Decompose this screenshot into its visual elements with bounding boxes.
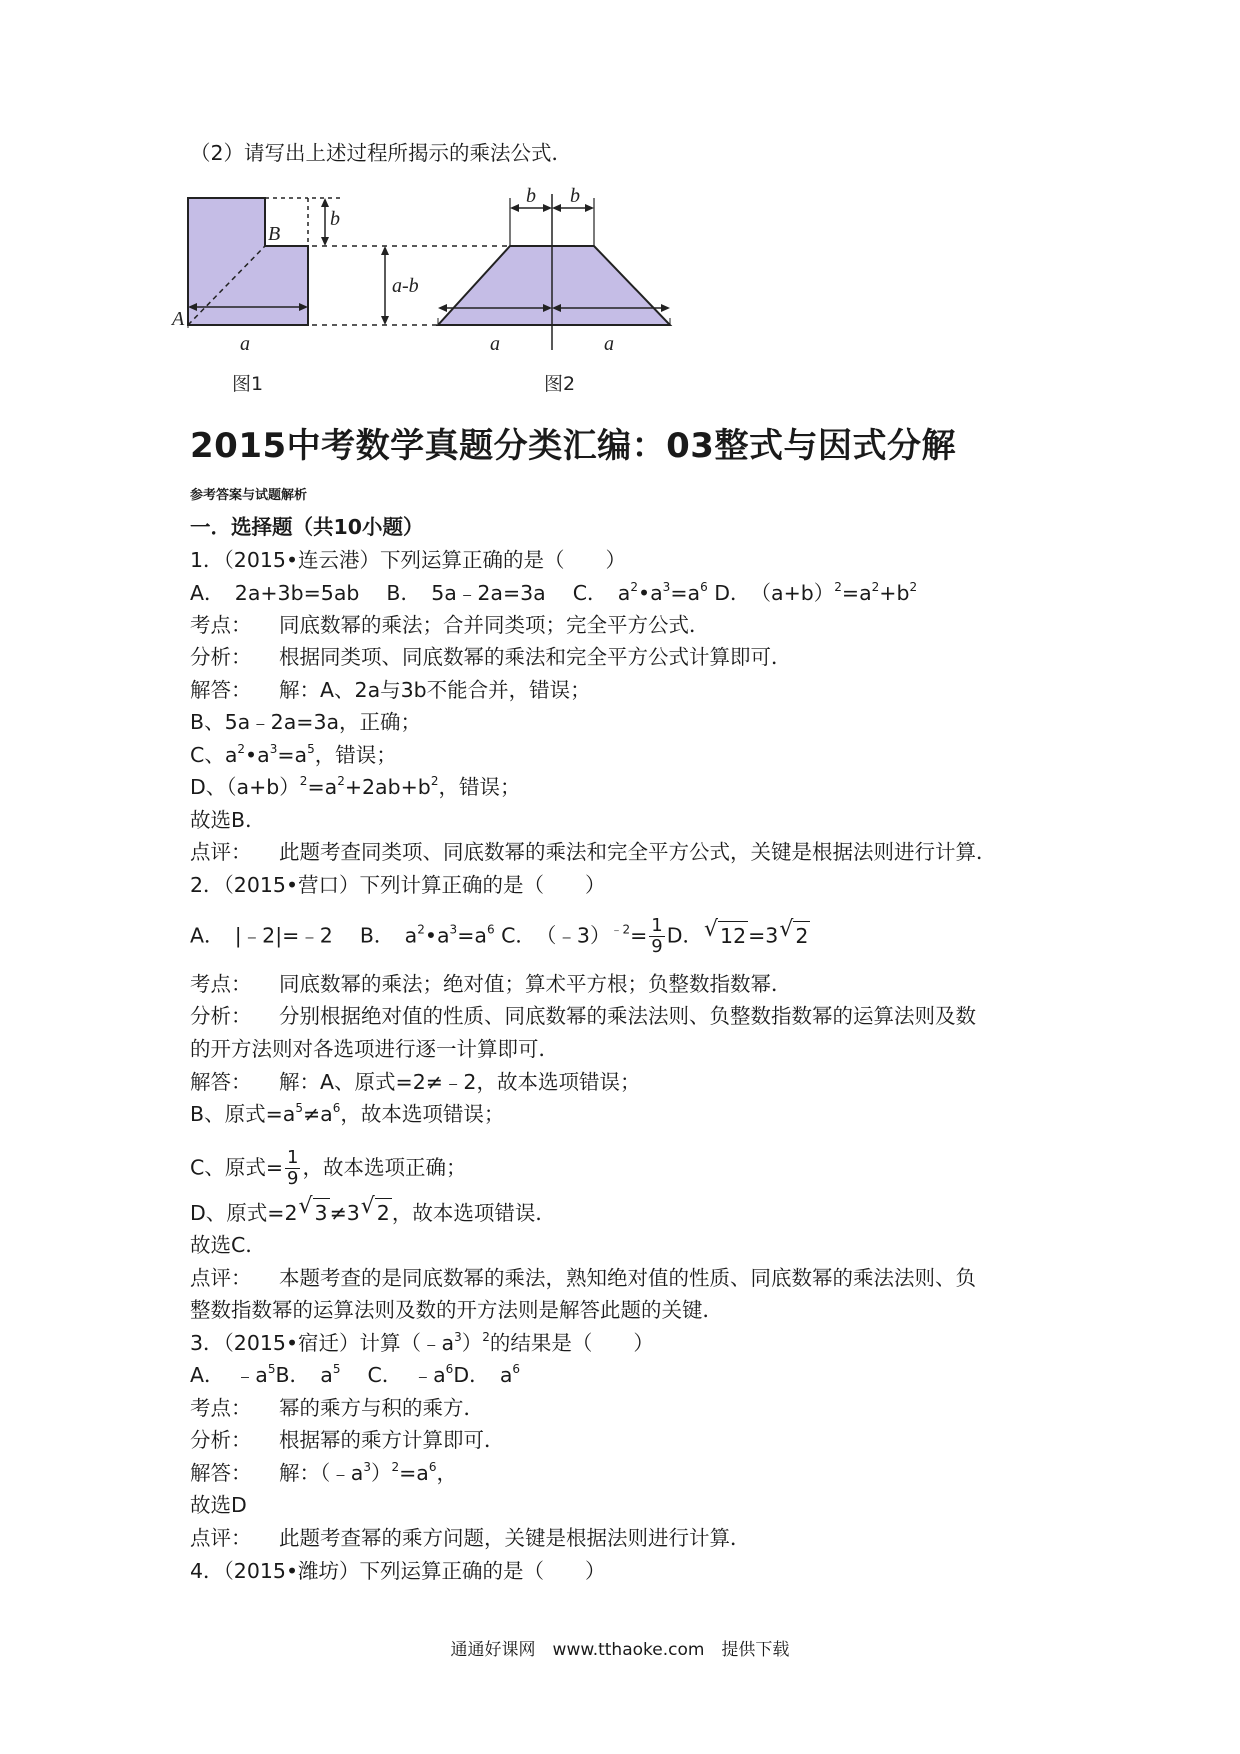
q2-kaodian: 考点： 同底数幂的乘法；绝对值；算术平方根；负整数指数幂． [190,972,792,996]
q2-dianping-2: 整数指数幂的运算法则及数的开方法则是解答此题的关键． [190,1298,723,1322]
label-a-fig1: a [240,333,250,355]
q1-kaodian: 考点： 同底数幂的乘法；合并同类项；完全平方公式． [190,613,710,637]
q2-line-d: D、原式=2√ 3≠3√ 2，故本选项错误． [190,1198,556,1227]
footer: 通通好课网 www.tthaoke.com 提供下载 [450,1640,790,1660]
label-a-right: a [604,333,614,355]
fig2-trapezoid [438,246,670,325]
label-A: A [172,308,185,330]
q1-line-c: C、$a^2•a^3=a^5$，错误； [190,742,397,767]
q1-jieda: 解答： 解：A、2a与3b不能合并，错误； [190,678,591,702]
fig2-caption: 图2 [544,373,576,395]
q1-fenxi: 分析： 根据同类项、同底数幂的乘法和完全平方公式计算即可． [190,645,792,669]
q2-fenxi-2: 的开方法则对各选项进行逐一计算即可． [190,1037,559,1061]
q2-line-c: C、原式= $\frac{1}{9}$ ，故本选项正确； [190,1147,467,1189]
q3-dianping: 点评： 此题考查幂的乘方问题，关键是根据法则进行计算． [190,1526,751,1550]
q1-conclusion: 故选B． [190,808,266,832]
q2-options: A． |﹣2|=﹣2 B． $a^2•a^3=a^6$ C． （﹣3）$^{﹣2}$= $\frac{1}{9}$ D．√ 12=3√ 2 [190,916,810,957]
q2-jieda: 解答： 解：A、原式=2≠﹣2，故本选项错误； [190,1070,641,1094]
q3-stem: 3．（2015•宿迁）计算$(﹣a^3)^2$的结果是（ ） [190,1330,654,1355]
q3-jieda: 解答： 解：$(﹣a^3)^2=a^6$， [190,1460,457,1485]
fig1-shaded-region [188,198,308,325]
q2-stem: 2．（2015•营口）下列计算正确的是（ ） [190,873,606,897]
fig1-caption: 图1 [232,373,264,395]
label-b-left: b [526,185,536,207]
page-title: 2015中考数学真题分类汇编：03整式与因式分解 [190,426,956,466]
q3-options: A． $﹣a^5B$． $a^5$ C． $﹣a^6D$． $a^6$ [190,1362,521,1387]
q1-stem: 1．（2015•连云港）下列运算正确的是（ ） [190,548,627,572]
label-a-left: a [490,333,500,355]
q3-conclusion: 故选D [190,1493,247,1517]
section-heading: 一．选择题（共10小题） [190,515,424,539]
q2-conclusion: 故选C． [190,1233,266,1257]
label-amb: a-b [392,275,419,297]
q1-options: A． 2a+3b=5ab B． 5a﹣2a=3a C． $a^2•a^3=a^6$ D． $(a+b)^2=a^2+b^2$ [190,580,918,605]
geometry-figure [172,185,780,400]
subtitle: 参考答案与试题解析 [190,488,308,503]
label-b-fig1: b [330,208,340,230]
q2-line-b: B、原式$=a^5\ne a^6$，故本选项错误； [190,1101,505,1126]
q3-kaodian: 考点： 幂的乘方与积的乘方． [190,1396,484,1420]
q1-line-d: D、$(a+b)^2=a^2+2ab+b^2$，错误； [190,774,521,799]
q2-dianping-1: 点评： 本题考查的是同底数幂的乘法，熟知绝对值的性质、同底数幂的乘法法则、负 [190,1266,976,1290]
label-b-right: b [570,185,580,207]
intro-text: （2）请写出上述过程所揭示的乘法公式． [190,141,573,165]
q2-fenxi-1: 分析： 分别根据绝对值的性质、同底数幂的乘法法则、负整数指数幂的运算法则及数 [190,1004,976,1028]
q3-fenxi: 分析： 根据幂的乘方计算即可． [190,1428,505,1452]
q4-stem: 4．（2015•潍坊）下列运算正确的是（ ） [190,1559,606,1583]
q1-dianping: 点评： 此题考查同类项、同底数幂的乘法和完全平方公式，关键是根据法则进行计算． [190,840,997,864]
q1-line-b: B、5a﹣2a=3a，正确； [190,710,422,734]
label-B: B [268,223,281,245]
